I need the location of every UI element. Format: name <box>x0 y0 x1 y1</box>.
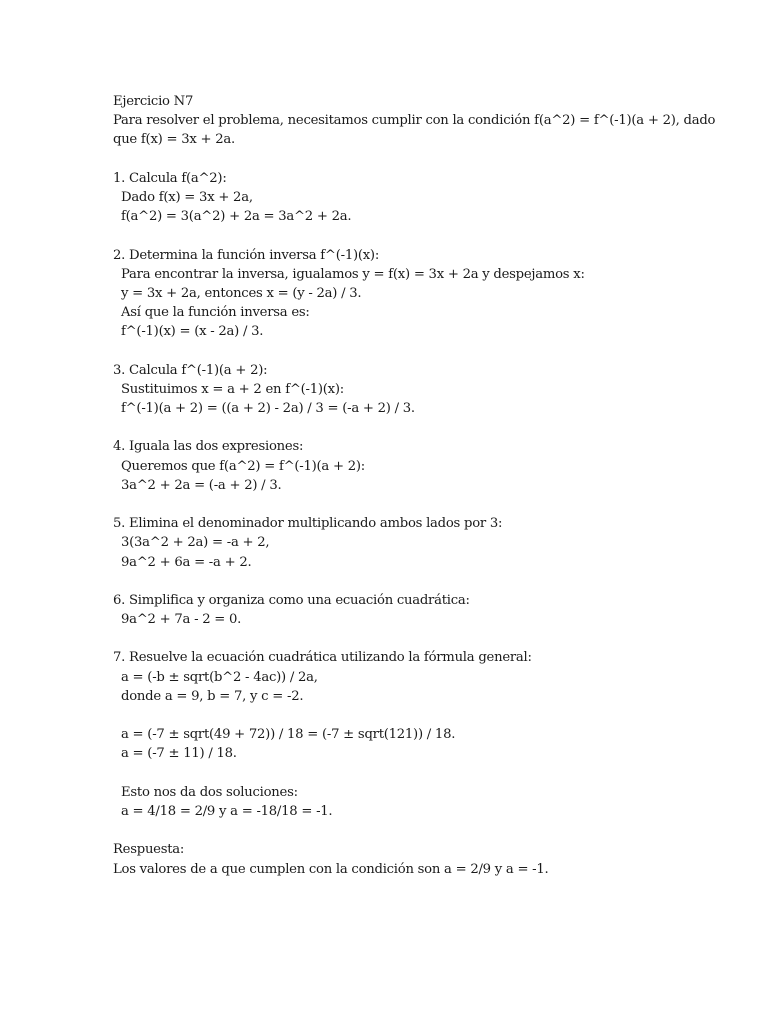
spacer <box>113 418 713 437</box>
step-line: f^(-1)(x) = (x - 2a) / 3. <box>121 324 264 340</box>
step-heading: 1. Calcula f(a^2): <box>113 170 227 186</box>
step-line: 9a^2 + 6a = -a + 2. <box>121 554 252 570</box>
step-line: Esto nos da dos soluciones: <box>121 784 298 800</box>
document-body <box>113 92 716 879</box>
spacer <box>113 572 713 591</box>
step-heading: 3. Calcula f^(-1)(a + 2): <box>113 362 268 378</box>
spacer <box>113 341 713 360</box>
spacer <box>113 150 713 169</box>
step-line: 9a^2 + 7a - 2 = 0. <box>121 612 242 628</box>
spacer <box>113 764 713 783</box>
spacer <box>113 495 713 514</box>
step-line: Sustituimos x = a + 2 en f^(-1)(x): <box>121 381 344 397</box>
intro-line: Para resolver el problema, necesitamos cumplir con la condición f(a^2) = f^(-1)(a + 2), dado <box>113 113 716 129</box>
step-line: 3a^2 + 2a = (-a + 2) / 3. <box>121 477 282 493</box>
step-line: Así que la función inversa es: <box>121 305 310 321</box>
step-line: a = (-7 ± 11) / 18. <box>121 746 237 762</box>
step-heading: 4. Iguala las dos expresiones: <box>113 439 304 455</box>
step-line: Dado f(x) = 3x + 2a, <box>121 189 253 205</box>
step-line: a = (-b ± sqrt(b^2 - 4ac)) / 2a, <box>121 669 318 685</box>
answer-text: Los valores de a que cumplen con la condición son a = 2/9 y a = -1. <box>113 861 549 877</box>
step-line: f(a^2) = 3(a^2) + 2a = 3a^2 + 2a. <box>121 209 352 225</box>
step-line: Para encontrar la inversa, igualamos y = f(x) = 3x + 2a y despejamos x: <box>121 266 585 282</box>
spacer <box>113 226 713 245</box>
step-heading: 2. Determina la función inversa f^(-1)(x): <box>113 247 380 263</box>
step-line: a = (-7 ± sqrt(49 + 72)) / 18 = (-7 ± sqrt(121)) / 18. <box>121 727 456 743</box>
step-line: y = 3x + 2a, entonces x = (y - 2a) / 3. <box>121 285 362 301</box>
step-line: f^(-1)(a + 2) = ((a + 2) - 2a) / 3 = (-a + 2) / 3. <box>121 401 415 416</box>
step-heading: 7. Resuelve la ecuación cuadrática utilizando la fórmula general: <box>113 650 532 666</box>
step-heading: 6. Simplifica y organiza como una ecuación cuadrática: <box>113 592 470 608</box>
intro-line: que f(x) = 3x + 2a. <box>113 132 235 148</box>
answer-label: Respuesta: <box>113 842 185 858</box>
exercise-title: Ejercicio N7 <box>113 94 194 109</box>
spacer <box>113 821 713 840</box>
spacer <box>113 629 713 648</box>
step-line: 3(3a^2 + 2a) = -a + 2, <box>121 535 270 551</box>
step-line: a = 4/18 = 2/9 y a = -18/18 = -1. <box>121 803 333 819</box>
step-line: Queremos que f(a^2) = f^(-1)(a + 2): <box>121 458 365 474</box>
step-heading: 5. Elimina el denominador multiplicando ambos lados por 3: <box>113 516 503 532</box>
step-line: donde a = 9, b = 7, y c = -2. <box>121 688 304 704</box>
spacer <box>113 706 713 725</box>
